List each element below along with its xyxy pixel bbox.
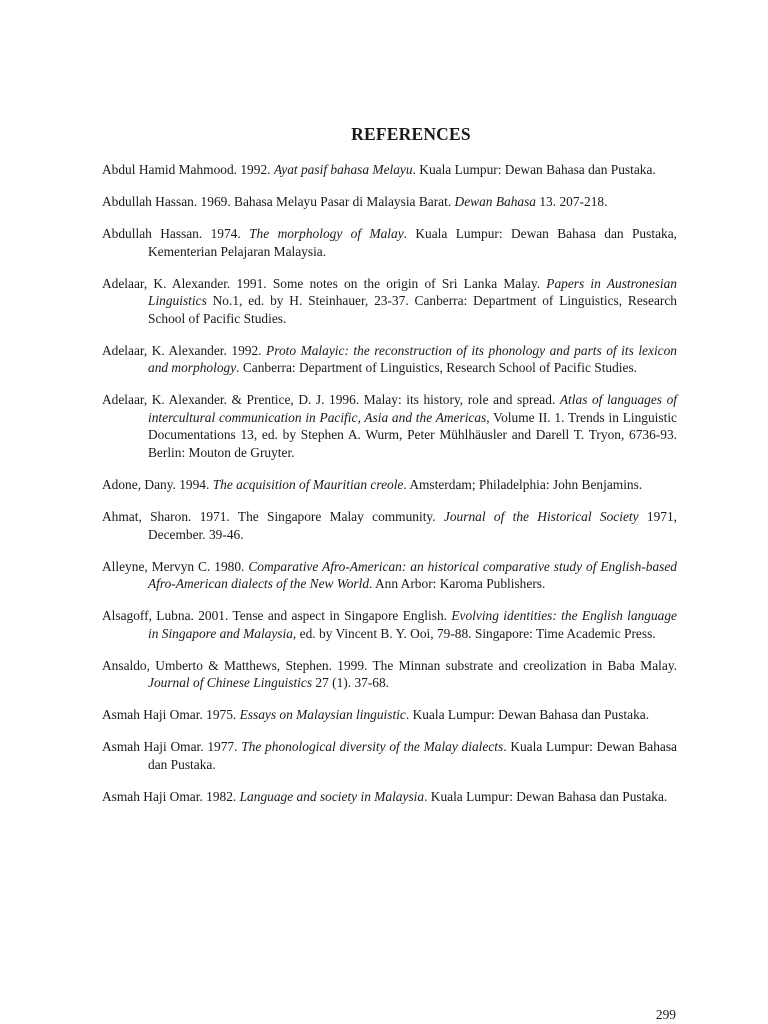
reference-entry <box>102 275 677 328</box>
reference-entry <box>102 607 677 642</box>
reference-text: Adelaar, K. Alexander. & Prentice, D. J. 1996. Malay: its history, role and spread. <box>102 392 560 408</box>
reference-italic-text: Ayat pasif bahasa Melayu <box>273 162 413 177</box>
reference-text: Abdullah Hassan. 1974. <box>102 225 250 241</box>
reference-text: Adelaar, K. Alexander. 1992. <box>102 342 267 358</box>
reference-text: ed. by Vincent B. Y. Ooi, 79-88. Singapore: Time Academic Press. <box>296 625 656 641</box>
reference-text: . Kuala Lumpur: Dewan Bahasa dan Pustaka. <box>412 162 656 177</box>
reference-text: Ansaldo, Umberto & Matthews, Stephen. 1999. The Minnan substrate and creolization in Baba Malay. <box>102 657 677 673</box>
reference-italic-text: The morphology of Malay <box>249 225 404 241</box>
reference-text: . Kuala Lumpur: Dewan Bahasa dan Pustaka. <box>424 788 668 804</box>
reference-entry <box>102 508 677 543</box>
page-number: 299 <box>655 1007 676 1022</box>
reference-text: Abdullah Hassan. 1969. Bahasa Melayu Pasar di Malaysia Barat. <box>102 193 455 209</box>
reference-text: . Canberra: Department of Linguistics, Research School of Pacific Studies. <box>236 360 638 376</box>
reference-italic-text: Proto Malayic: the reconstruction of its phonology and parts of its lexicon and morphology <box>148 342 677 376</box>
reference-italic-text: Journal of the Historical Society <box>443 509 639 525</box>
reference-text: No.1, ed. by H. Steinhauer, 23-37. Canberra: Department of Linguistics, Research School of Pacific Studies. <box>148 293 677 326</box>
reference-text: , Volume II. 1. Trends in Linguistic Documentations 13, ed. by Stephen A. Wurm, Peter Mühlhäusler and Darell T. Tryon, 6736-93. Berlin: Mouton de Gruyter. <box>148 409 678 461</box>
reference-entry <box>102 391 677 461</box>
reference-text: Asmah Haji Omar. 1975. <box>102 707 240 723</box>
reference-italic-text: Language and society in Malaysia <box>239 788 425 804</box>
reference-entry <box>102 788 677 806</box>
reference-text: 1971, December. 39-46. <box>148 509 677 542</box>
reference-text: . Kuala Lumpur: Dewan Bahasa dan Pustaka. <box>405 707 650 723</box>
reference-entry <box>102 342 677 377</box>
reference-text: Alleyne, Mervyn C. 1980. <box>102 558 249 574</box>
reference-entry <box>102 193 677 211</box>
reference-italic-text: Journal of Chinese Linguistics <box>148 675 313 691</box>
reference-text: Asmah Haji Omar. 1977. <box>102 739 242 755</box>
reference-italic-text: Comparative Afro-American: an historical comparative study of English-based Afro-American dialects of the New World <box>148 558 677 592</box>
reference-italic-text: Evolving identities: the English language in Singapore and Malaysia, <box>148 608 677 641</box>
reference-text: 13. 207-218. <box>536 193 608 209</box>
reference-text: Adelaar, K. Alexander. 1991. Some notes on the origin of Sri Lanka Malay. <box>102 275 547 291</box>
reference-entry <box>102 225 677 260</box>
reference-italic-text: The phonological diversity of the Malay dialects <box>241 739 504 755</box>
reference-entry <box>102 657 677 692</box>
reference-italic-text: Dewan Bahasa <box>454 193 537 209</box>
reference-italic-text: The acquisition of Mauritian creole <box>212 477 404 493</box>
reference-text: Asmah Haji Omar. 1982. <box>102 788 240 804</box>
reference-text: . Kuala Lumpur: Dewan Bahasa dan Pustaka. <box>148 739 677 772</box>
reference-entry <box>102 476 677 494</box>
reference-text: 27 (1). 37-68. <box>312 675 390 691</box>
reference-entry <box>102 706 677 724</box>
reference-text: Abdul Hamid Mahmood. 1992. <box>102 162 274 177</box>
reference-italic-text: Essays on Malaysian linguistic <box>239 707 406 723</box>
reference-entry <box>102 161 677 179</box>
page-title: REFERENCES <box>351 124 471 144</box>
reference-entry <box>102 558 677 593</box>
reference-text: Ahmat, Sharon. 1971. The Singapore Malay community. <box>102 509 444 525</box>
reference-text: . Ann Arbor: Karoma Publishers. <box>369 576 546 592</box>
reference-italic-text: Atlas of languages of intercultural communication in Pacific, Asia and the Americas <box>148 392 677 425</box>
reference-text: Adone, Dany. 1994. <box>102 477 213 493</box>
reference-italic-text: Papers in Austronesian Linguistics <box>148 275 677 309</box>
reference-text: . Amsterdam; Philadelphia: John Benjamins. <box>403 477 643 493</box>
reference-list <box>102 161 677 820</box>
reference-entry <box>102 738 677 773</box>
reference-text: Alsagoff, Lubna. 2001. Tense and aspect in Singapore English. <box>102 608 452 624</box>
reference-text: . Kuala Lumpur: Dewan Bahasa dan Pustaka, Kementerian Pelajaran Malaysia. <box>148 225 677 259</box>
